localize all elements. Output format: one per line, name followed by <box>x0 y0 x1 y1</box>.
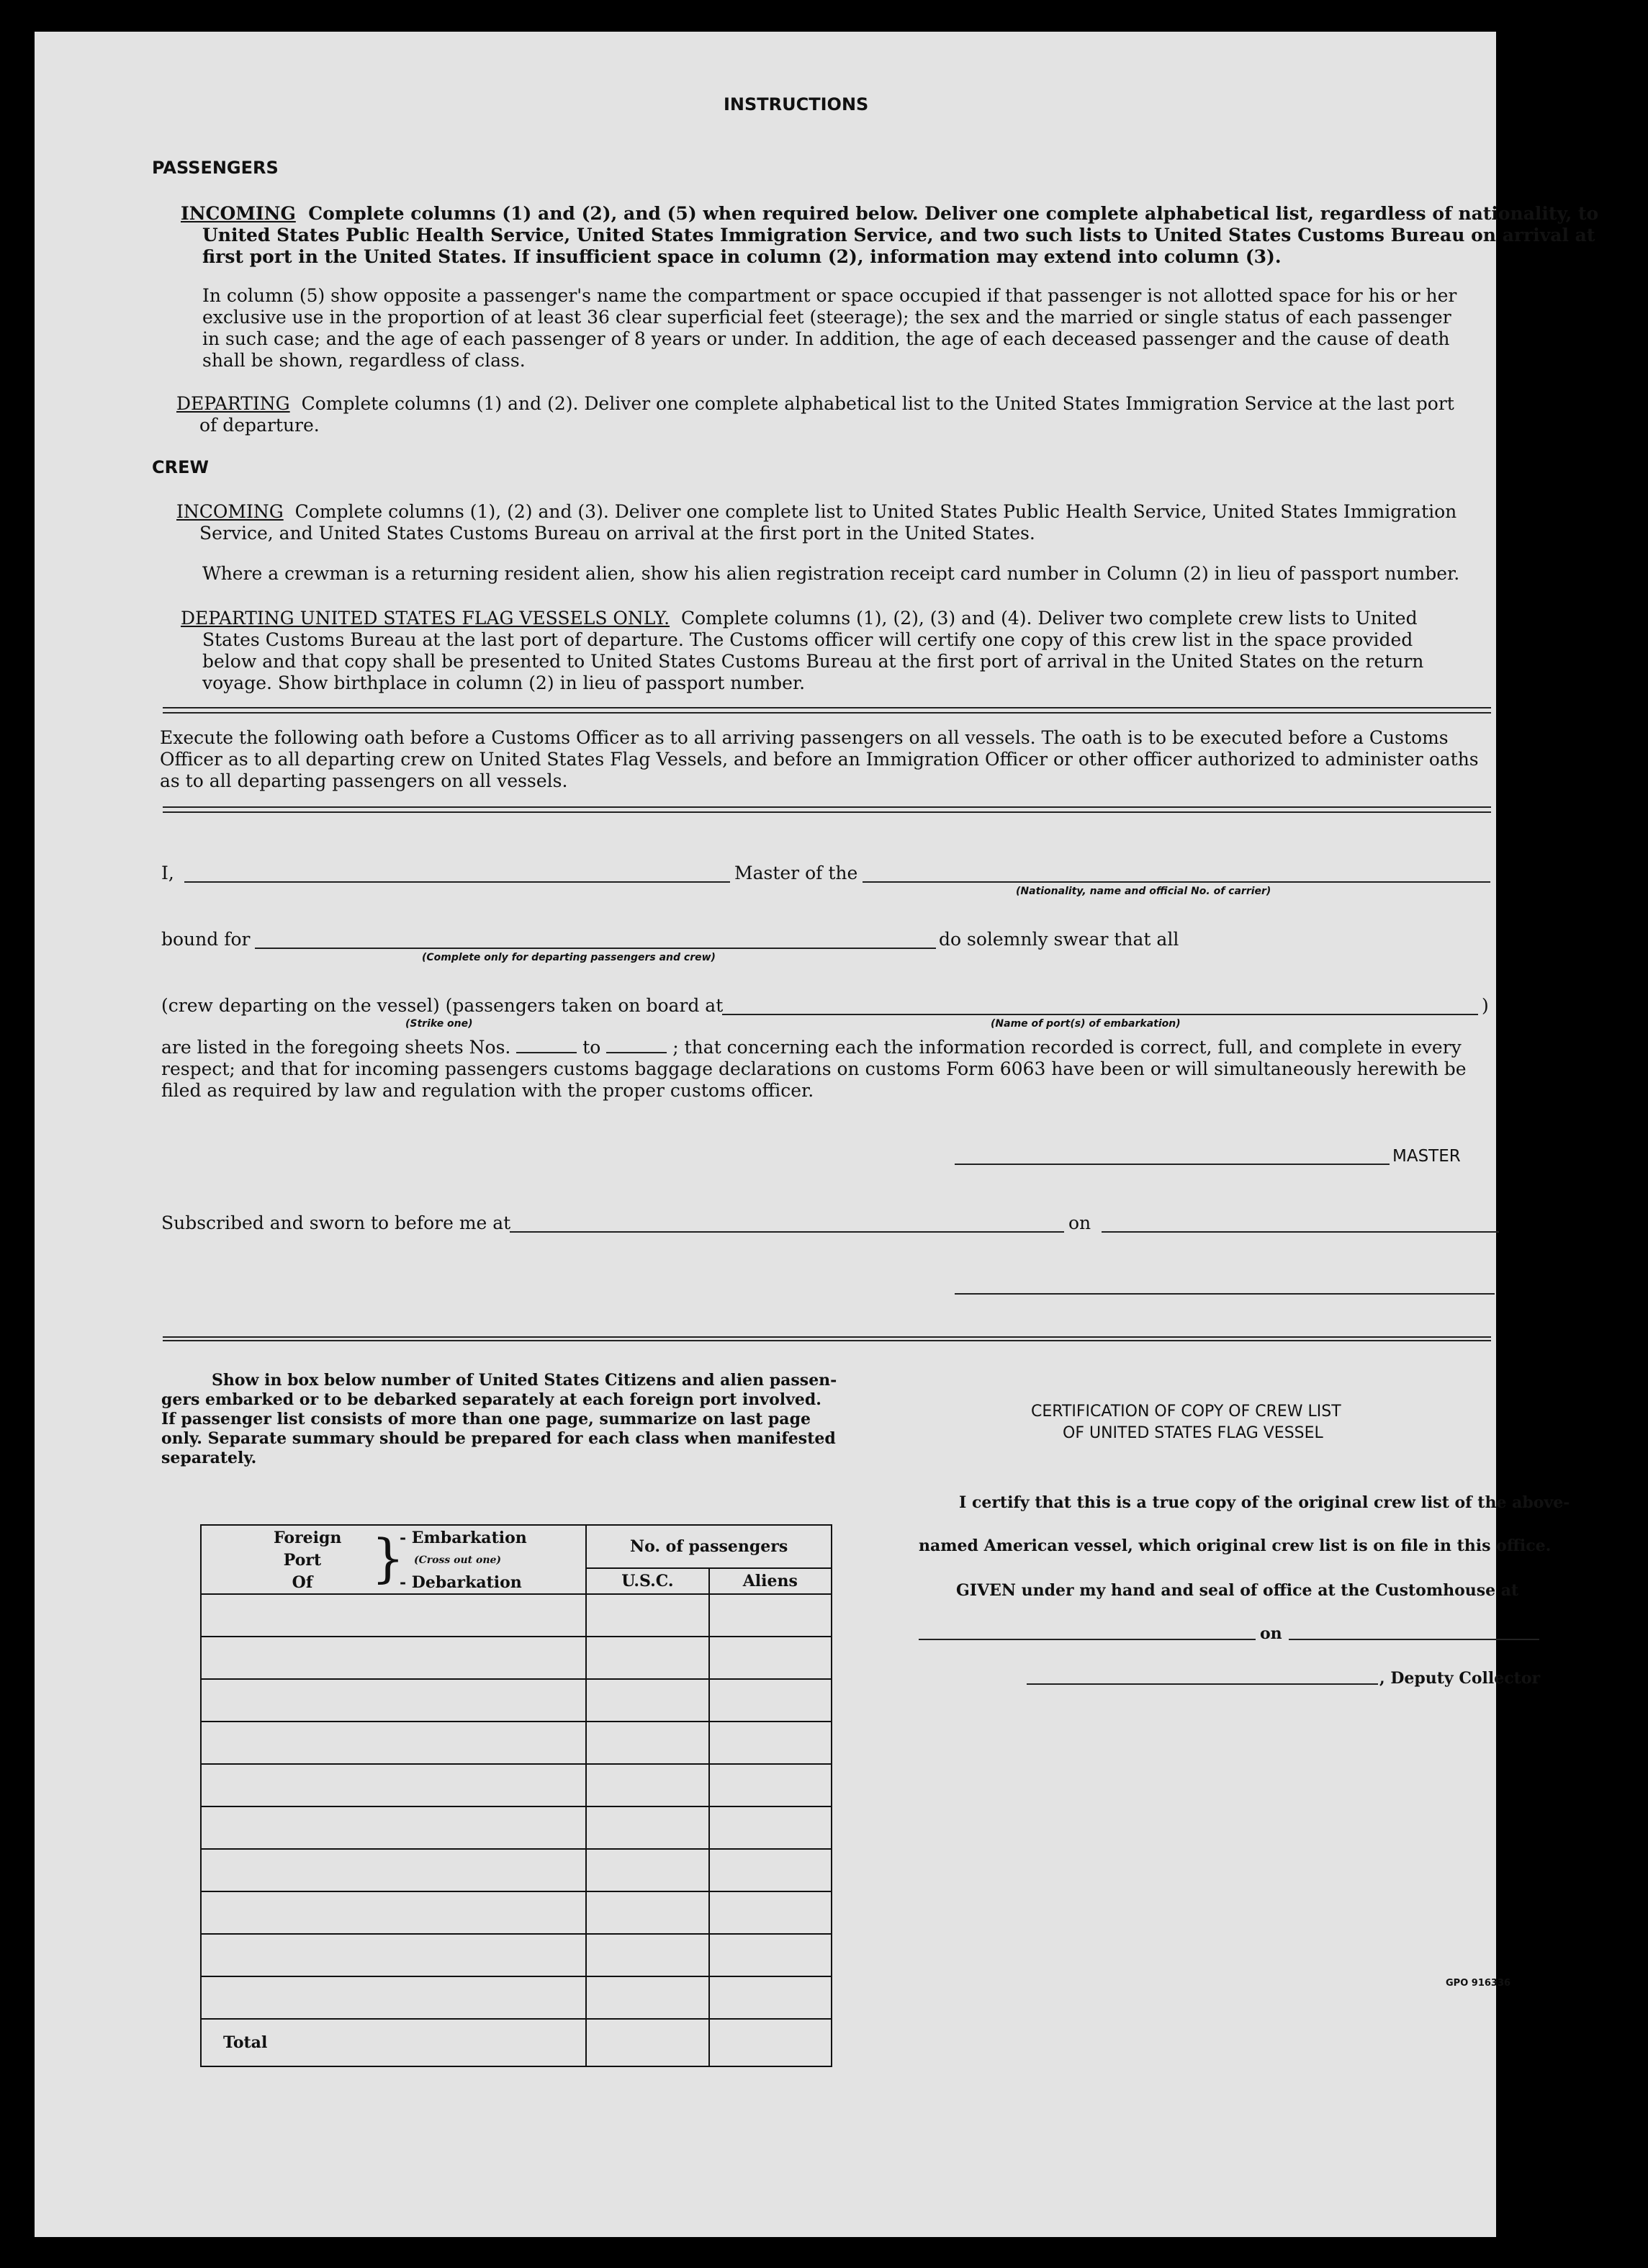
port-cell[interactable] <box>201 1976 586 2019</box>
header-aliens: Aliens <box>709 1568 832 1594</box>
embarkation-ports-field[interactable] <box>722 1014 1478 1015</box>
column5-line1: In column (5) show opposite a passenger's name the compartment or space occupied if that passenger is not allotted space for his or her <box>202 285 1457 306</box>
header-cross-out: (Cross out one) <box>414 1554 502 1566</box>
master-of-the-label: Master of the <box>734 863 858 883</box>
port-cell[interactable] <box>201 1934 586 1976</box>
carrier-field[interactable] <box>863 881 1490 883</box>
foreign-port-header <box>201 1525 586 1594</box>
passengers-heading: PASSENGERS <box>152 158 279 178</box>
certification-on-label: on <box>1260 1624 1282 1643</box>
listed-line3: filed as required by law and regulation with the proper customs officer. <box>161 1080 814 1101</box>
usc-cell[interactable] <box>586 1976 708 2019</box>
column5-line3: in such case; and the age of each passenger of 8 years or under. In addition, the age of each deceased passenger and the cause of death <box>202 328 1450 349</box>
deputy-collector-label: , Deputy Collector <box>1379 1669 1541 1688</box>
passengers-incoming-line1 <box>181 203 1598 225</box>
port-cell[interactable] <box>201 1637 586 1679</box>
passengers-departing-text: Complete columns (1) and (2). Deliver one complete alphabetical list to the United States Immigration Service at the last port <box>301 393 1454 414</box>
crew-departing-label: DEPARTING UNITED STATES FLAG VESSELS ONLY. <box>181 608 670 629</box>
listed-suffix: ; that concerning each the information recorded is correct, full, and complete in every <box>672 1037 1462 1058</box>
header-port: Port <box>283 1551 322 1570</box>
oath-intro-line3: as to all departing passengers on all vessels. <box>160 770 568 791</box>
listed-to: to <box>582 1037 601 1058</box>
column5-line2: exclusive use in the proportion of at least 36 clear superficial feet (steerage); the sex and the married or single status of each passenger <box>202 307 1451 328</box>
master-signature-field[interactable] <box>955 1164 1390 1165</box>
gpo-number: GPO 916336 <box>1446 1978 1511 1989</box>
passengers-incoming-label: INCOMING <box>181 203 296 224</box>
brace-icon: } <box>372 1528 405 1588</box>
aliens-cell[interactable] <box>709 1976 832 2019</box>
usc-cell[interactable] <box>586 1806 708 1849</box>
header-of: Of <box>292 1573 313 1592</box>
aliens-cell[interactable] <box>709 1722 832 1764</box>
crew-incoming-label: INCOMING <box>176 501 284 522</box>
port-cell[interactable] <box>201 1594 586 1637</box>
deputy-signature-field[interactable] <box>1027 1683 1378 1685</box>
aliens-cell[interactable] <box>709 1891 832 1934</box>
aliens-cell[interactable] <box>709 1594 832 1637</box>
sworn-place-field[interactable] <box>510 1231 1064 1233</box>
port-cell[interactable] <box>201 1722 586 1764</box>
summary-line2: gers embarked or to be debarked separately at each foreign port involved. <box>161 1390 821 1409</box>
port-cell[interactable] <box>201 1679 586 1722</box>
column5-line4: shall be shown, regardless of class. <box>202 350 526 371</box>
crew-incoming-line1 <box>176 501 1456 523</box>
divider <box>163 806 1491 813</box>
port-cell[interactable] <box>201 1849 586 1891</box>
listed-prefix: are listed in the foregoing sheets Nos. <box>161 1037 511 1058</box>
sworn-date-field[interactable] <box>1102 1231 1499 1233</box>
header-usc: U.S.C. <box>586 1568 708 1594</box>
usc-cell[interactable] <box>586 1637 708 1679</box>
usc-cell[interactable] <box>586 1891 708 1934</box>
master-label: MASTER <box>1392 1147 1461 1166</box>
crew-incoming-text: Complete columns (1), (2) and (3). Deliver one complete list to United States Public Health Service, United States Immigration <box>294 501 1457 522</box>
port-cell[interactable] <box>201 1806 586 1849</box>
nationality-caption: (Nationality, name and official No. of carrier) <box>1016 886 1271 897</box>
aliens-cell[interactable] <box>709 1764 832 1806</box>
aliens-cell[interactable] <box>709 1849 832 1891</box>
strike-one-caption: (Strike one) <box>405 1018 473 1030</box>
form-page <box>35 32 1599 2237</box>
usc-cell[interactable] <box>586 1934 708 1976</box>
swear-label: do solemnly swear that all <box>939 929 1179 950</box>
divider <box>163 1336 1491 1341</box>
passengers-departing-line1 <box>176 393 1454 415</box>
bound-for-label: bound for <box>161 929 251 950</box>
usc-cell[interactable] <box>586 1722 708 1764</box>
page-title: INSTRUCTIONS <box>724 94 869 114</box>
sheet-to-field[interactable] <box>606 1038 667 1053</box>
certification-title1: CERTIFICATION OF COPY OF CREW LIST <box>1031 1403 1341 1421</box>
header-no-of-passengers: No. of passengers <box>586 1525 832 1568</box>
master-name-field[interactable] <box>184 881 730 883</box>
usc-cell[interactable] <box>586 1679 708 1722</box>
total-aliens-cell[interactable] <box>709 2019 832 2066</box>
sworn-on-label: on <box>1068 1212 1091 1233</box>
aliens-cell[interactable] <box>709 1806 832 1849</box>
ports-caption: (Name of port(s) of embarkation) <box>991 1018 1181 1030</box>
certification-line3: GIVEN under my hand and seal of office at the Customhouse at <box>956 1581 1519 1600</box>
crew-departing-line2: States Customs Bureau at the last port of departure. The Customs officer will certify one copy of this crew list in the space provided <box>202 629 1413 650</box>
crew-incoming-line2: Service, and United States Customs Bureau on arrival at the first port in the United States. <box>199 523 1035 544</box>
header-foreign: Foreign <box>274 1529 342 1547</box>
passengers-departing-label: DEPARTING <box>176 393 290 414</box>
aliens-cell[interactable] <box>709 1679 832 1722</box>
passengers-departing-line2: of departure. <box>199 415 320 436</box>
summary-line4: only. Separate summary should be prepared for each class when manifested <box>161 1429 836 1448</box>
aliens-cell[interactable] <box>709 1934 832 1976</box>
certification-line1: I certify that this is a true copy of the original crew list of the above- <box>959 1493 1570 1512</box>
passengers-incoming-text: Complete columns (1) and (2), and (5) when required below. Deliver one complete alphabetical list, regardless of nationality, to <box>308 203 1599 224</box>
certification-line2: named American vessel, which original crew list is on file in this office. <box>919 1536 1552 1555</box>
summary-line5: separately. <box>161 1449 257 1467</box>
aliens-cell[interactable] <box>709 1637 832 1679</box>
passengers-incoming-line2: United States Public Health Service, United States Immigration Service, and two such lists to United States Customs Bureau on arrival at <box>202 225 1595 246</box>
crew-heading: CREW <box>152 457 209 477</box>
crew-departing-line1 <box>181 608 1418 629</box>
sheet-from-field[interactable] <box>516 1038 577 1053</box>
certification-title2: OF UNITED STATES FLAG VESSEL <box>1063 1424 1323 1442</box>
listed-line2: respect; and that for incoming passengers customs baggage declarations on customs Form 6063 have been or will simultaneously herewith be <box>161 1058 1467 1079</box>
officer-signature-field[interactable] <box>955 1293 1495 1295</box>
port-cell[interactable] <box>201 1891 586 1934</box>
certification-date-field[interactable] <box>1289 1639 1539 1640</box>
passengers-incoming-line3: first port in the United States. If insufficient space in column (2), information may extend into column (3). <box>202 246 1282 267</box>
usc-cell[interactable] <box>586 1764 708 1806</box>
crew-departing-oath-label: (crew departing on the vessel) (passengers taken on board at <box>161 995 724 1016</box>
usc-cell[interactable] <box>586 1594 708 1637</box>
oath-i-label: I, <box>161 863 174 883</box>
total-label: Total <box>201 2019 586 2066</box>
customhouse-field[interactable] <box>919 1639 1256 1640</box>
header-debarkation: - Debarkation <box>400 1573 522 1592</box>
oath-intro-line2: Officer as to all departing crew on United States Flag Vessels, and before an Immigration Officer or other officer authorized to administer oaths <box>160 749 1479 770</box>
complete-only-caption: (Complete only for departing passengers and crew) <box>422 952 716 963</box>
crew-departing-line4: voyage. Show birthplace in column (2) in lieu of passport number. <box>202 672 806 693</box>
header-embarkation: - Embarkation <box>400 1529 527 1547</box>
close-paren: ) <box>1482 995 1489 1016</box>
listed-line1 <box>161 1037 1462 1058</box>
summary-line1: Show in box below number of United States Citizens and alien passen- <box>212 1371 837 1390</box>
divider <box>163 707 1491 714</box>
usc-cell[interactable] <box>586 1849 708 1891</box>
oath-intro-line1: Execute the following oath before a Customs Officer as to all arriving passengers on all vessels. The oath is to be executed before a Customs <box>160 727 1449 748</box>
crew-departing-text: Complete columns (1), (2), (3) and (4). Deliver two complete crew lists to United <box>680 608 1418 629</box>
summary-line3: If passenger list consists of more than one page, summarize on last page <box>161 1410 811 1428</box>
passenger-summary-table <box>200 1524 832 2067</box>
total-usc-cell[interactable] <box>586 2019 708 2066</box>
subscribed-label: Subscribed and sworn to before me at <box>161 1212 511 1233</box>
port-cell[interactable] <box>201 1764 586 1806</box>
bound-for-field[interactable] <box>255 948 936 949</box>
crew-resident-alien: Where a crewman is a returning resident alien, show his alien registration receipt card number in Column (2) in lieu of passport number. <box>202 563 1460 584</box>
crew-departing-line3: below and that copy shall be presented to United States Customs Bureau at the first port of arrival in the United States on the return <box>202 651 1424 672</box>
